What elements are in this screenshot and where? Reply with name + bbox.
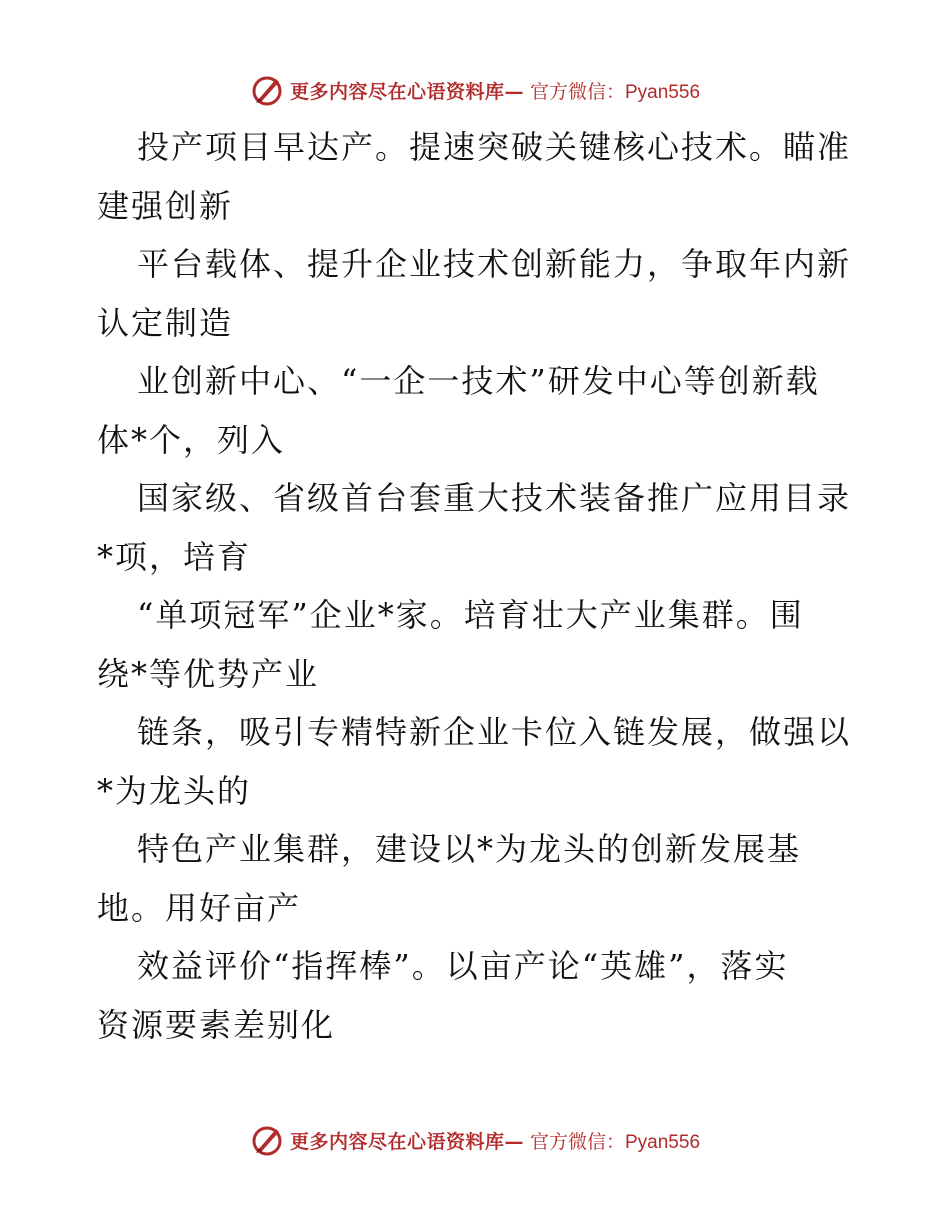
body-line: 绕*等优势产业 [97, 654, 320, 693]
body-line: 业创新中心、“一企一技术”研发中心等创新载 [137, 362, 820, 400]
header-watermark-banner [0, 70, 950, 110]
body-line: 建强创新 [97, 186, 234, 225]
body-line: 地。用好亩产 [97, 888, 302, 927]
body-line: 效益评价“指挥棒”。以亩产论“英雄”，落实 [137, 947, 789, 985]
footer-watermark-banner [0, 1120, 950, 1160]
body-line: *项，培育 [97, 537, 252, 576]
body-line: 链条，吸引专精特新企业卡位入链发展，做强以 [137, 713, 852, 751]
header-banner-text: 更多内容尽在心语资料库— [289, 80, 524, 103]
body-line: *为龙头的 [97, 771, 252, 810]
body-line: 认定制造 [97, 303, 234, 342]
quill-pen-circle-icon [250, 1123, 284, 1157]
body-line: 平台载体、提升企业技术创新能力，争取年内新 [137, 245, 852, 283]
body-line: 投产项目早达产。提速突破关键核心技术。瞄准 [137, 128, 852, 166]
body-line: 资源要素差别化 [97, 1005, 336, 1044]
quill-pen-circle-icon [250, 73, 284, 107]
body-line: “单项冠军”企业*家。培育壮大产业集群。围 [137, 596, 804, 634]
body-line: 国家级、省级首台套重大技术装备推广应用目录 [137, 479, 852, 517]
body-line: 体*个，列入 [97, 420, 286, 459]
footer-banner-wechat: 官方微信：Pyan556 [530, 1131, 701, 1153]
body-line: 特色产业集群，建设以*为龙头的创新发展基 [137, 830, 802, 868]
footer-banner-text: 更多内容尽在心语资料库— [289, 1130, 524, 1153]
document-body [97, 118, 857, 1054]
header-banner-wechat: 官方微信：Pyan556 [530, 81, 701, 103]
